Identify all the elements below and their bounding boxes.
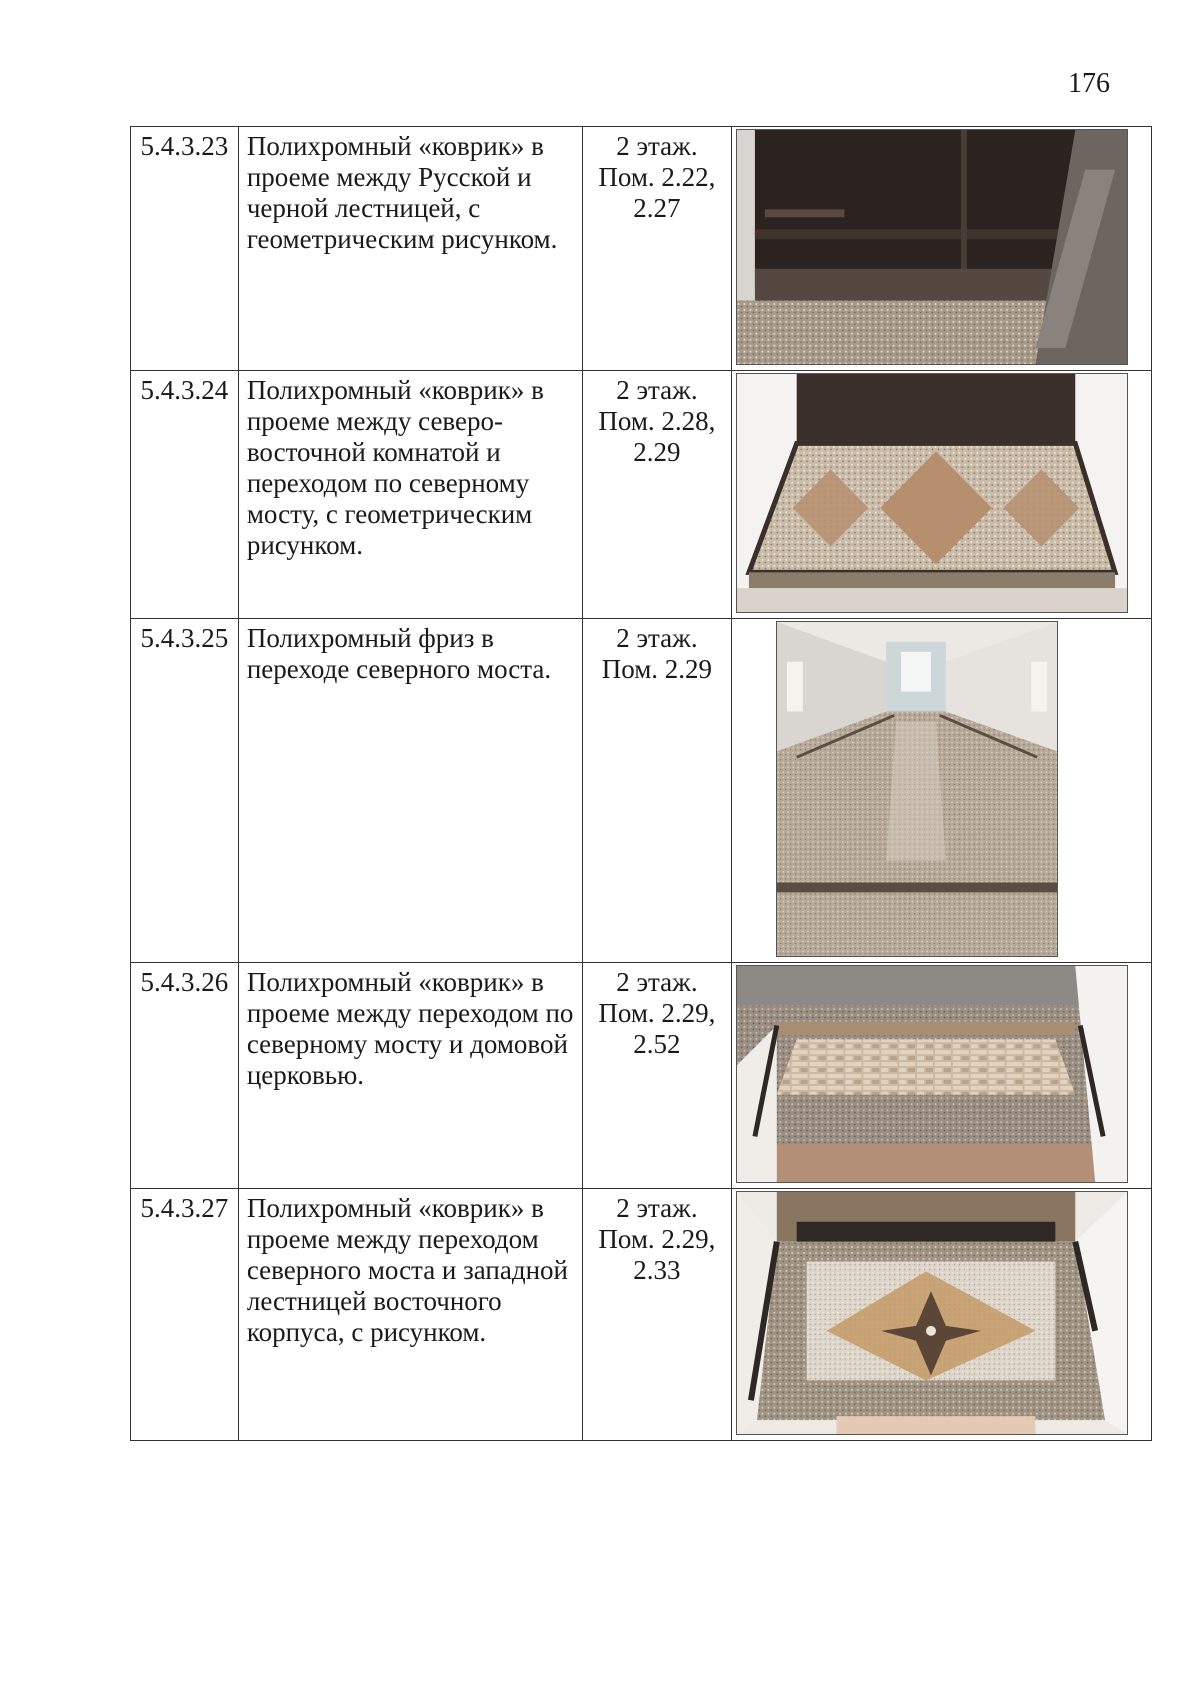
item-number: 5.4.3.27 [131,1189,239,1441]
location-room-extra: 2.27 [633,193,681,223]
location-floor: 2 этаж. [616,623,698,653]
location-room: Пом. 2.29 [601,654,713,684]
location-floor: 2 этаж. [616,375,698,405]
floor-photo [736,373,1128,613]
table-row [131,127,1152,371]
item-location [582,371,731,619]
item-description: Полихромный «коврик» в проеме между Русской и черной лестницей, с геометрическим рисунком. [238,127,582,371]
item-location [582,619,731,963]
photo-cell [731,1189,1151,1441]
location-room: Пом. 2.28, [598,406,716,436]
floor-photo [736,965,1128,1183]
item-number: 5.4.3.23 [131,127,239,371]
location-room-extra: 2.29 [633,437,681,467]
item-number: 5.4.3.24 [131,371,239,619]
location-floor: 2 этаж. [616,131,698,161]
location-room-extra: 2.52 [633,1029,681,1059]
location-room: Пом. 2.29, [598,1224,716,1254]
photo-cell [731,371,1151,619]
item-description: Полихромный «коврик» в проеме между переходом по северному мосту и домовой церковью. [238,963,582,1189]
item-description: Полихромный «коврик» в проеме между переходом северного моста и западной лестницей восточного корпуса, с рисунком. [238,1189,582,1441]
location-room: Пом. 2.29, [598,998,716,1028]
photo-cell [731,619,1151,963]
location-room: Пом. 2.22, [598,162,716,192]
inventory-table [130,126,1152,1441]
location-room-extra: 2.33 [633,1255,681,1285]
item-description: Полихромный «коврик» в проеме между северо-восточной комнатой и переходом по северному мосту, с геометрическим рисунком. [238,371,582,619]
corridor-photo [776,621,1058,957]
item-number: 5.4.3.25 [131,619,239,963]
photo-cell [731,963,1151,1189]
item-location [582,963,731,1189]
item-location [582,1189,731,1441]
item-description: Полихромный фриз в переходе северного моста. [238,619,582,963]
floor-photo [736,129,1128,365]
page-number: 176 [1068,68,1110,99]
item-number: 5.4.3.26 [131,963,239,1189]
item-location [582,127,731,371]
table-row [131,1189,1152,1441]
location-floor: 2 этаж. [616,967,698,997]
photo-cell [731,127,1151,371]
floor-photo [736,1191,1128,1435]
table-row [131,963,1152,1189]
table-row [131,619,1152,963]
location-floor: 2 этаж. [616,1193,698,1223]
table-row [131,371,1152,619]
